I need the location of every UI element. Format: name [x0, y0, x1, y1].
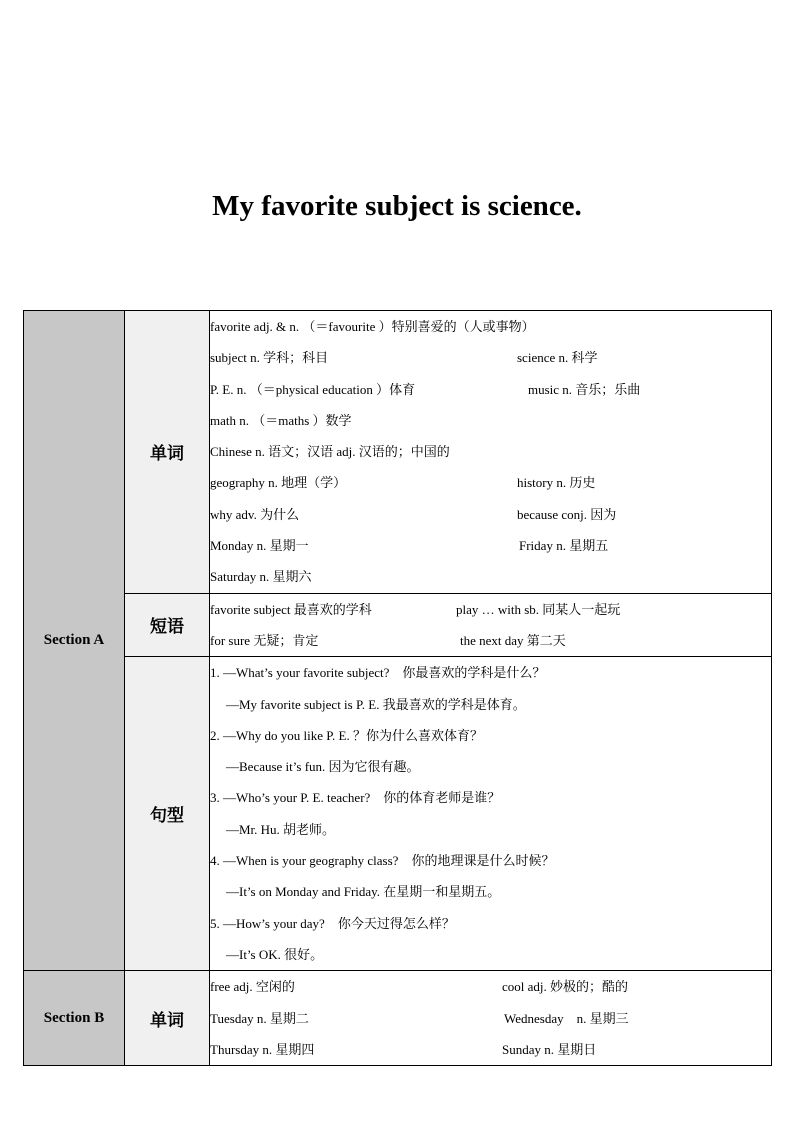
document-title: My favorite subject is science.: [212, 190, 582, 222]
sentences-category-label: 句型: [125, 657, 210, 971]
sentence-line: —Because it’s fun. 因为它很有趣。: [226, 759, 420, 775]
phrases-category-label: 短语: [125, 593, 210, 657]
word-line: why adv. 为什么 because conj. 因为: [210, 506, 617, 522]
word-line: P. E. n. （＝physical education ）体育 music n. 音乐；乐曲: [210, 381, 641, 397]
word-line: geography n. 地理（学） history n. 历史: [210, 475, 596, 491]
sentence-line: —It’s on Monday and Friday. 在星期一和星期五。: [226, 884, 501, 900]
word-line: subject n. 学科；科目 science n. 科学: [210, 350, 598, 366]
words-category-label: 单词: [125, 971, 210, 1066]
section-b-label: Section B: [24, 971, 125, 1066]
word-line: free adj. 空闲的 cool adj. 妙极的；酷的: [210, 979, 629, 995]
section-b-words-row: [24, 971, 772, 1066]
sentence-line: 1. —What’s your favorite subject? 你最喜欢的学科是什么？: [210, 665, 546, 681]
word-line: favorite adj. & n. （＝favourite ）特别喜爱的（人或事物）: [210, 319, 535, 334]
sentence-line: —It’s OK. 很好。: [226, 946, 324, 962]
word-line: Thursday n. 星期四 Sunday n. 星期日: [210, 1041, 597, 1057]
sentence-line: 3. —Who’s your P. E. teacher? 你的体育老师是谁？: [210, 790, 501, 806]
word-line: Tuesday n. 星期二 Wednesday n. 星期三: [210, 1010, 629, 1026]
sentence-line: 4. —When is your geography class? 你的地理课是什么时候？: [210, 853, 555, 869]
section-a-words-row: [24, 311, 772, 594]
word-line: Monday n. 星期一 Friday n. 星期五: [210, 538, 609, 554]
word-line: Saturday n. 星期六: [210, 569, 312, 585]
sentence-line: 5. —How’s your day? 你今天过得怎么样？: [210, 915, 455, 931]
phrase-line: favorite subject 最喜欢的学科 play … with sb. 同某人一起玩: [210, 601, 621, 617]
section-a-words: [210, 311, 772, 594]
section-a-label: Section A: [24, 311, 125, 971]
phrase-line: for sure 无疑；肯定 the next day 第二天: [210, 632, 566, 648]
section-a-phrases-row: [24, 593, 772, 657]
vocabulary-table: [23, 310, 772, 1066]
word-line: math n. （＝maths ）数学: [210, 412, 352, 428]
sentence-line: —My favorite subject is P. E. 我最喜欢的学科是体育。: [226, 696, 526, 712]
section-a-sentences-row: [24, 657, 772, 971]
words-category-label: 单词: [125, 311, 210, 594]
section-a-sentences: [210, 657, 772, 971]
sentence-line: 2. —Why do you like P. E. ？你为什么喜欢体育？: [210, 727, 483, 743]
section-b-words: [210, 971, 772, 1066]
word-line: Chinese n. 语文；汉语 adj. 汉语的；中国的: [210, 444, 450, 460]
sentence-line: —Mr. Hu. 胡老师。: [226, 821, 336, 837]
section-a-phrases: [210, 593, 772, 657]
